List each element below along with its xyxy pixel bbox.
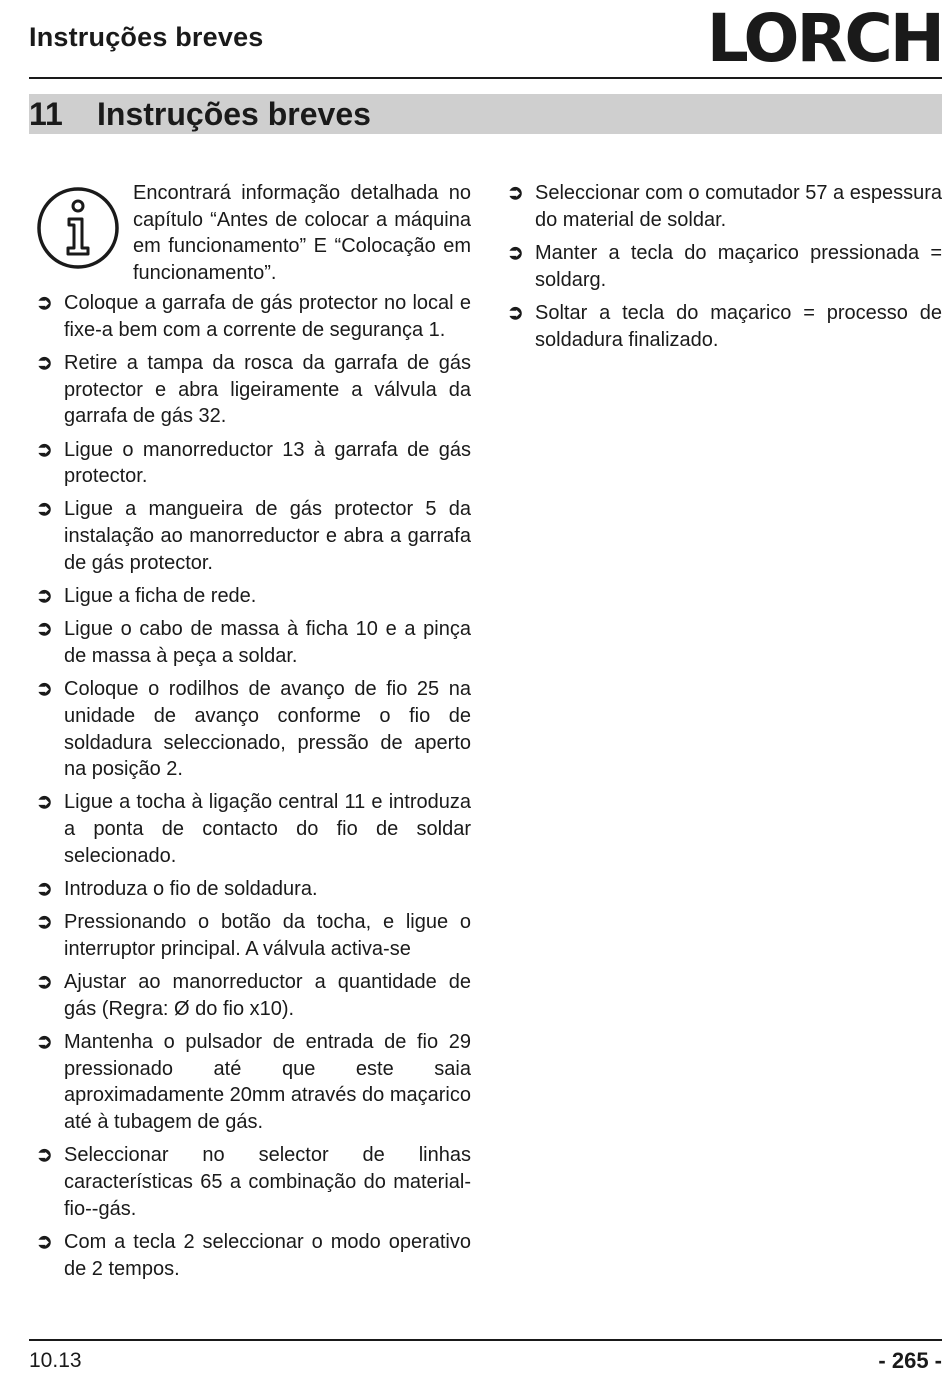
step-item: [507, 300, 942, 353]
step-text: Com a tecla 2 seleccionar o modo operativo de 2 tempos.: [64, 1231, 471, 1280]
arrow-icon: ➲: [36, 498, 53, 521]
step-text: Seleccionar no selector de linhas características 65 a combinação do material-fio--gás.: [64, 1144, 471, 1220]
step-item: [36, 909, 471, 962]
arrow-icon: ➲: [36, 971, 53, 994]
arrow-icon: ➲: [36, 1144, 53, 1167]
info-note: [36, 180, 471, 290]
step-text: Coloque o rodilhos de avanço de fio 25 na unidade de avanço conforme o fio de soldadura seleccionado, pressão de aperto na posição 2.: [64, 678, 471, 781]
step-text: Ligue a ficha de rede.: [64, 585, 257, 608]
step-item: [36, 350, 471, 430]
step-item: [36, 1142, 471, 1222]
step-item: [36, 789, 471, 869]
arrow-icon: ➲: [36, 878, 53, 901]
arrow-icon: ➲: [36, 438, 53, 461]
right-column: [507, 180, 942, 360]
info-note-text: Encontrará informação detalhada no capítulo “Antes de colocar a máquina em funcionamento” E “Colocação em funcionamento”.: [133, 182, 471, 285]
chapter-title: Instruções breves: [97, 96, 371, 132]
step-text: Manter a tecla do maçarico pressionada = soldarg.: [535, 241, 942, 291]
step-item: [36, 969, 471, 1022]
header-title: Instruções breves: [29, 22, 264, 52]
arrow-icon: ➲: [36, 911, 53, 934]
step-text: Pressionando o botão da tocha, e ligue o interruptor principal. A válvula activa-se: [64, 911, 471, 960]
brand-logo: LORCH: [706, 0, 942, 77]
step-text: Ajustar ao manorreductor a quantidade de gás (Regra: Ø do fio x10).: [64, 971, 471, 1020]
arrow-icon: ➲: [36, 1031, 53, 1054]
right-step-list: [507, 180, 942, 353]
header-divider: [29, 77, 942, 79]
step-item: [36, 616, 471, 669]
footer-date: 10.13: [29, 1349, 82, 1372]
step-item: [36, 1029, 471, 1136]
arrow-icon: ➲: [36, 292, 53, 314]
info-icon: [36, 186, 120, 270]
step-text: Soltar a tecla do maçarico = processo de soldadura finalizado.: [535, 301, 942, 351]
left-step-list: [36, 290, 471, 1282]
footer-divider: [29, 1339, 942, 1341]
step-text: Coloque a garrafa de gás protector no local e fixe-a bem com a corrente de segurança 1.: [64, 292, 471, 341]
arrow-icon: ➲: [36, 351, 53, 374]
left-column: [36, 180, 471, 1289]
step-item: [36, 676, 471, 783]
step-item: [507, 240, 942, 293]
step-item: [36, 583, 471, 610]
arrow-icon: ➲: [36, 1231, 53, 1253]
step-item: [36, 290, 471, 343]
step-item: [507, 180, 942, 233]
step-text: Retire a tampa da rosca da garrafa de gás protector e abra ligeiramente a válvula da garrafa de gás 32.: [64, 351, 471, 428]
arrow-icon: ➲: [507, 182, 524, 204]
arrow-icon: ➲: [507, 241, 524, 264]
step-text: Ligue a mangueira de gás protector 5 da instalação ao manorreductor e abra a garrafa de gás protector.: [64, 498, 471, 574]
step-text: Introduza o fio de soldadura.: [64, 878, 318, 901]
step-item: [36, 1229, 471, 1282]
step-text: Mantenha o pulsador de entrada de fio 29 pressionado até que este saia aproximadamente 20mm através do maçarico até à tubagem de gás.: [64, 1031, 471, 1134]
arrow-icon: ➲: [36, 791, 53, 814]
step-item: [36, 437, 471, 490]
arrow-icon: ➲: [507, 301, 524, 324]
arrow-icon: ➲: [36, 678, 53, 701]
step-text: Ligue a tocha à ligação central 11 e introduza a ponta de contacto do fio de soldar selecionado.: [64, 791, 471, 867]
step-text: Seleccionar com o comutador 57 a espessura do material de soldar.: [535, 182, 942, 231]
step-item: [36, 496, 471, 576]
page-number: - 265 -: [878, 1348, 942, 1373]
chapter-heading-bar: [29, 94, 942, 134]
step-item: [36, 876, 471, 903]
arrow-icon: ➲: [36, 618, 53, 641]
chapter-number: 11: [29, 96, 63, 132]
step-text: Ligue o cabo de massa à ficha 10 e a pinça de massa à peça a soldar.: [64, 618, 471, 667]
step-text: Ligue o manorreductor 13 à garrafa de gás protector.: [64, 438, 471, 488]
arrow-icon: ➲: [36, 585, 53, 608]
